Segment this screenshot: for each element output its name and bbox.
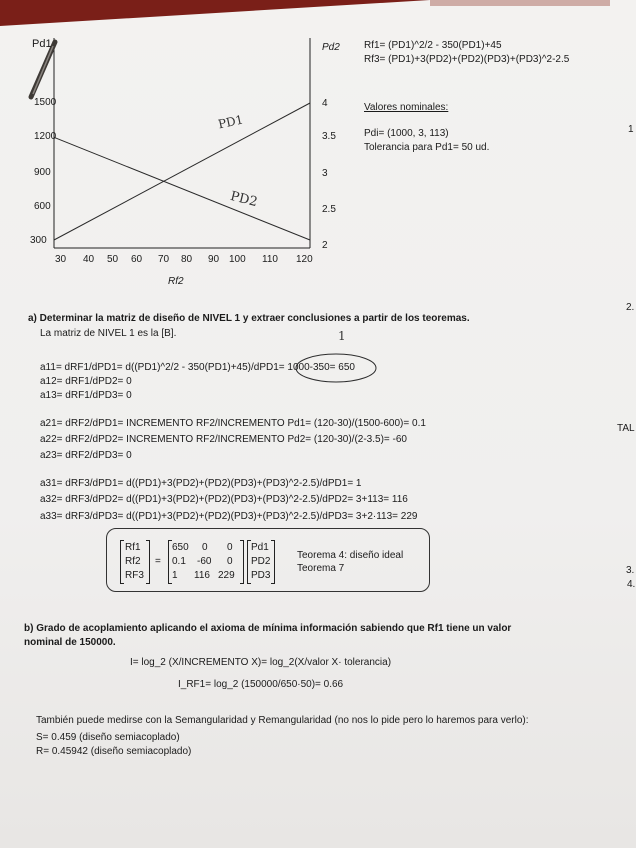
pd-rf2-chart [0,0,636,300]
rf-vector-cell: Rf2 [125,556,141,567]
x-tick: 40 [83,254,95,265]
a12-derivation: a12= dRF1/dPD2= 0 [40,376,132,387]
edge-mark: 3. [626,565,635,576]
x-tick: 110 [262,254,278,265]
left-tick: 1200 [34,131,57,142]
x-axis-label: Rf2 [168,276,184,287]
pd1-handwritten-annotation: PD1 [216,112,245,132]
x-tick: 90 [208,254,220,265]
left-axis-label: Pd1 [32,38,52,50]
a23-derivation: a23= dRF2/dPD3= 0 [40,450,132,461]
a22-derivation: a22= dRF2/dPD2= INCREMENTO RF2/INCREMENTO Pd2= (120-30)/(2-3.5)= -60 [40,434,407,445]
a31-derivation: a31= dRF3/dPD1= d((PD1)+3(PD2)+(PD2)(PD3)+(PD3)^2-2.5)/dPD1= 1 [40,478,362,489]
matrix-cell: 116 [194,570,210,581]
pdi-values: Pdi= (1000, 3, 113) [364,128,449,139]
pd2-handwritten-annotation: PD2 [228,188,259,211]
reangularity-value: R= 0.45942 (diseño semiacoplado) [36,746,192,757]
matrix-cell: 0 [227,542,233,553]
rf3-formula: Rf3= (PD1)+3(PD2)+(PD2)(PD3)+(PD3)^2-2.5 [364,54,570,65]
matrix-cell: -60 [197,556,212,567]
theorem-4-conclusion: Teorema 4: diseño ideal [297,550,404,561]
i-rf1-result: I_RF1= log_2 (150000/650·50)= 0.66 [178,679,344,690]
rf1-formula: Rf1= (PD1)^2/2 - 350(PD1)+45 [364,40,502,51]
left-tick: 900 [34,167,51,178]
x-tick: 100 [229,254,246,265]
rf-vector-cell: RF3 [125,570,144,581]
matrix-cell: 0 [227,556,233,567]
right-tick: 3.5 [322,131,336,142]
right-tick: 2.5 [322,204,336,215]
a11-derivation: a11= dRF1/dPD1= d((PD1)^2/2 - 350(PD1)+45)/dPD1= 1000-350= 650 [40,362,355,373]
rf-vector-cell: Rf1 [125,542,141,553]
series-line-pd1 [54,103,310,240]
pd1-tolerance: Tolerancia para Pd1= 50 ud. [364,142,490,153]
right-axis-label: Pd2 [322,42,340,53]
left-tick: 600 [34,201,51,212]
left-tick: 1500 [34,97,57,108]
bracket-left [120,540,124,584]
matrix-cell: 1 [172,570,178,581]
matrix-cell: 0 [202,542,208,553]
edge-mark: 4. [627,579,636,590]
pd-vector-cell: PD2 [251,556,271,567]
handwritten-circle [292,350,382,386]
x-tick: 80 [181,254,193,265]
bracket-right [271,540,275,584]
left-tick: 300 [30,235,47,246]
a13-derivation: a13= dRF1/dPD3= 0 [40,390,132,401]
section-b-heading-continued: nominal de 150000. [24,637,116,648]
matrix-cell: 229 [218,570,235,581]
x-tick: 120 [296,254,313,265]
right-tick: 4 [322,98,328,109]
x-tick: 50 [107,254,119,265]
right-tick: 2 [322,240,328,251]
pd-vector-cell: Pd1 [251,542,269,553]
edge-mark: 1 [628,124,634,135]
pen-highlight [33,46,53,94]
angularity-note: También puede medirse con la Semangularidad y Remangularidad (no nos lo pide pero lo haremos para verlo): [36,715,529,726]
series-line-pd2 [54,137,310,240]
equals-sign: = [155,556,161,567]
series-layer [54,103,310,240]
pd-vector-cell: PD3 [251,570,271,581]
edge-mark: TAL [617,423,635,434]
a33-derivation: a33= dRF3/dPD3= d((PD1)+3(PD2)+(PD2)(PD3)+(PD3)^2-2.5)/dPD3= 3+2·113= 229 [40,511,418,522]
handwritten-check-mark: 1 [338,329,346,343]
level1-matrix-intro: La matriz de NIVEL 1 es la [B]. [40,328,177,339]
bracket-right [240,540,244,584]
nominal-values-heading: Valores nominales: [364,102,449,113]
section-a-heading: a) Determinar la matriz de diseño de NIVEL 1 y extraer conclusiones a partir de los teoremas. [28,313,470,324]
x-tick: 70 [158,254,170,265]
right-tick: 3 [322,168,328,179]
matrix-cell: 0.1 [172,556,186,567]
x-tick: 60 [131,254,143,265]
edge-mark: 2. [626,302,635,313]
semangularity-value: S= 0.459 (diseño semiacoplado) [36,732,180,743]
information-formula: I= log_2 (X/INCREMENTO X)= log_2(X/valor X· tolerancia) [130,657,392,668]
a21-derivation: a21= dRF2/dPD1= INCREMENTO RF2/INCREMENTO Pd1= (120-30)/(1500-600)= 0.1 [40,418,426,429]
a32-derivation: a32= dRF3/dPD2= d((PD1)+3(PD2)+(PD2)(PD3)+(PD3)^2-2.5)/dPD2= 3+113= 116 [40,494,408,505]
x-tick: 30 [55,254,67,265]
section-b-heading: b) Grado de acoplamiento aplicando el axioma de mínima información sabiendo que Rf1 tiene un valor [24,623,512,634]
theorem-7-conclusion: Teorema 7 [297,563,345,574]
bracket-right [146,540,150,584]
matrix-cell: 650 [172,542,189,553]
